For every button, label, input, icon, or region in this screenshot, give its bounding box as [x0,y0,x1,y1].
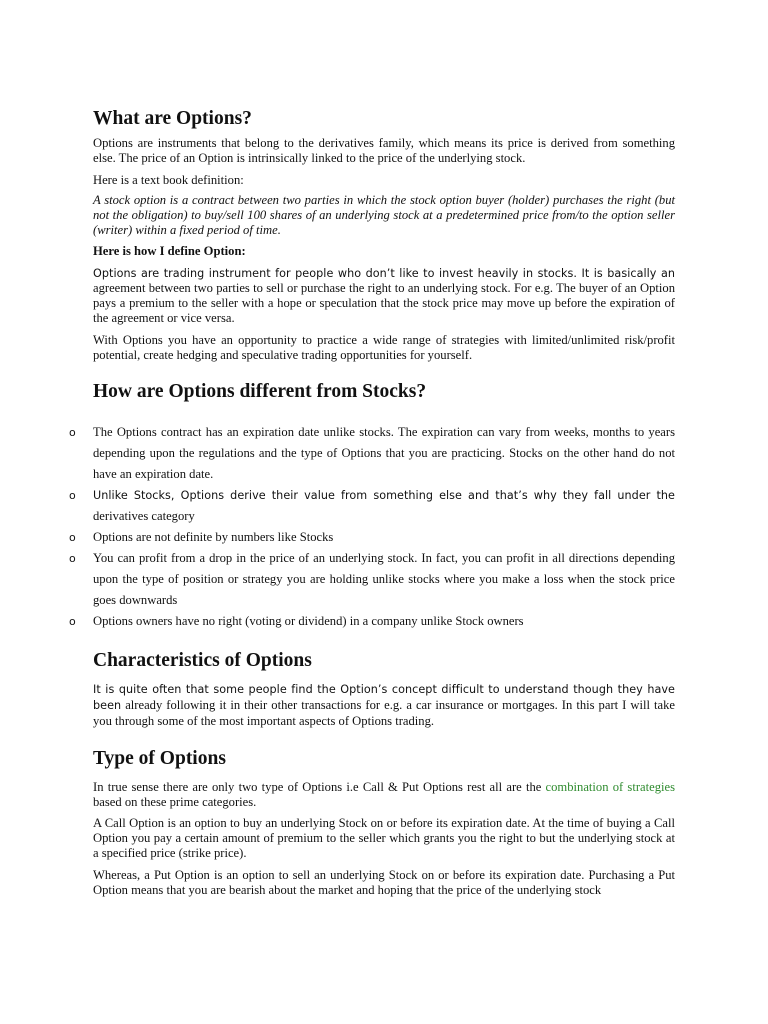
heading-type-of-options: Type of Options [93,747,226,769]
bullet-marker: o [69,531,76,545]
characteristics-lead: It is quite often that some people find the Option’s concept difficult to understand though they have been [93,683,675,713]
list-item [69,548,675,611]
list-item [69,611,675,632]
heading-characteristics: Characteristics of Options [93,650,312,672]
list-item [69,527,675,548]
bullet-marker: o [69,426,76,440]
list-item [69,422,675,485]
bullet-text: derivatives category [93,509,195,524]
paragraph-intro: Options are instruments that belong to the derivatives family, which means its price is derived from something else. The price of an Option is intrinsically linked to the price of the underlying stock. [93,136,675,165]
document-body [69,106,675,897]
bullet-text: The Options contract has an expiration date unlike stocks. The expiration can vary from weeks, months to years depending upon the regulations and the type of Options that you are practicing. Stocks on the other hand do not have an expiration date. [93,425,675,482]
types-intro-after-text: based on these prime categories. [93,794,257,809]
paragraph-strategies: With Options you have an opportunity to practice a wide range of strategies with limited/unlimited risk/profit potential, create hedging and speculative trading opportunities for yourself. [93,332,675,362]
types-intro-text: In true sense there are only two type of Options i.e Call & Put Options rest all are the [93,779,542,794]
bullet-text: Options owners have no right (voting or dividend) in a company unlike Stock owners [93,614,524,629]
heading-options-vs-stocks: How are Options different from Stocks? [93,381,427,403]
characteristics-rest: already following it in their other transactions for e.g. a car insurance or mortgages. In this part I will take you through some of the most important aspects of Options trading. [93,698,675,728]
bullet-marker: o [69,552,76,566]
bullet-list-differences [69,422,675,632]
paragraph-my-definition-heading: Here is how I define Option: [93,243,246,258]
paragraph-put-option: Whereas, a Put Option is an option to sell an underlying Stock on or before its expiration date. Purchasing a Put Option means that you are bearish about the market and hoping that the price of the underlying stock [93,867,675,897]
bullet-text: You can profit from a drop in the price of an underlying stock. In fact, you can profit in all directions depending upon the type of position or strategy you are holding unlike stocks where you make a loss when the stock price goes downwards [93,551,675,608]
bullet-marker: o [69,489,76,503]
paragraph-types [93,780,675,810]
bullet-text: Options are not definite by numbers like Stocks [93,530,334,545]
paragraph-call-option: A Call Option is an option to buy an underlying Stock on or before its expiration date. At the time of buying a Call Option you pay a certain amount of premium to the seller which grants you the right to but the underlying stock at a specified price (strike price). [93,816,675,860]
paragraph-my-definition [93,266,675,326]
list-item [69,485,675,527]
combination-of-strategies-link[interactable]: combination of strategies [545,779,675,794]
bullet-marker: o [69,615,76,629]
my-definition-lead: Options are trading instrument for people who don’t like to invest heavily in stocks. It is basically an [93,266,675,280]
paragraph-textbook-definition: A stock option is a contract between two parties in which the stock option buyer (holder) purchases the right (but not the obligation) to buy/sell 100 shares of an underlying stock at a predetermined price from/to the option seller (writer) within a fixed period of time. [93,193,675,237]
paragraph-textbook-intro: Here is a text book definition: [93,172,244,187]
heading-what-are-options: What are Options? [93,108,252,129]
my-definition-rest: agreement between two parties to sell or purchase the right to an underlying stock. For e.g. The buyer of an Option pays a premium to the seller with a hope or speculation that the stock price may move up before the expiration of the agreement or vice versa. [93,281,675,325]
bullet-lead: Unlike Stocks, Options derive their value from something else and that’s why they fall under the [93,489,675,503]
paragraph-characteristics [93,682,675,728]
